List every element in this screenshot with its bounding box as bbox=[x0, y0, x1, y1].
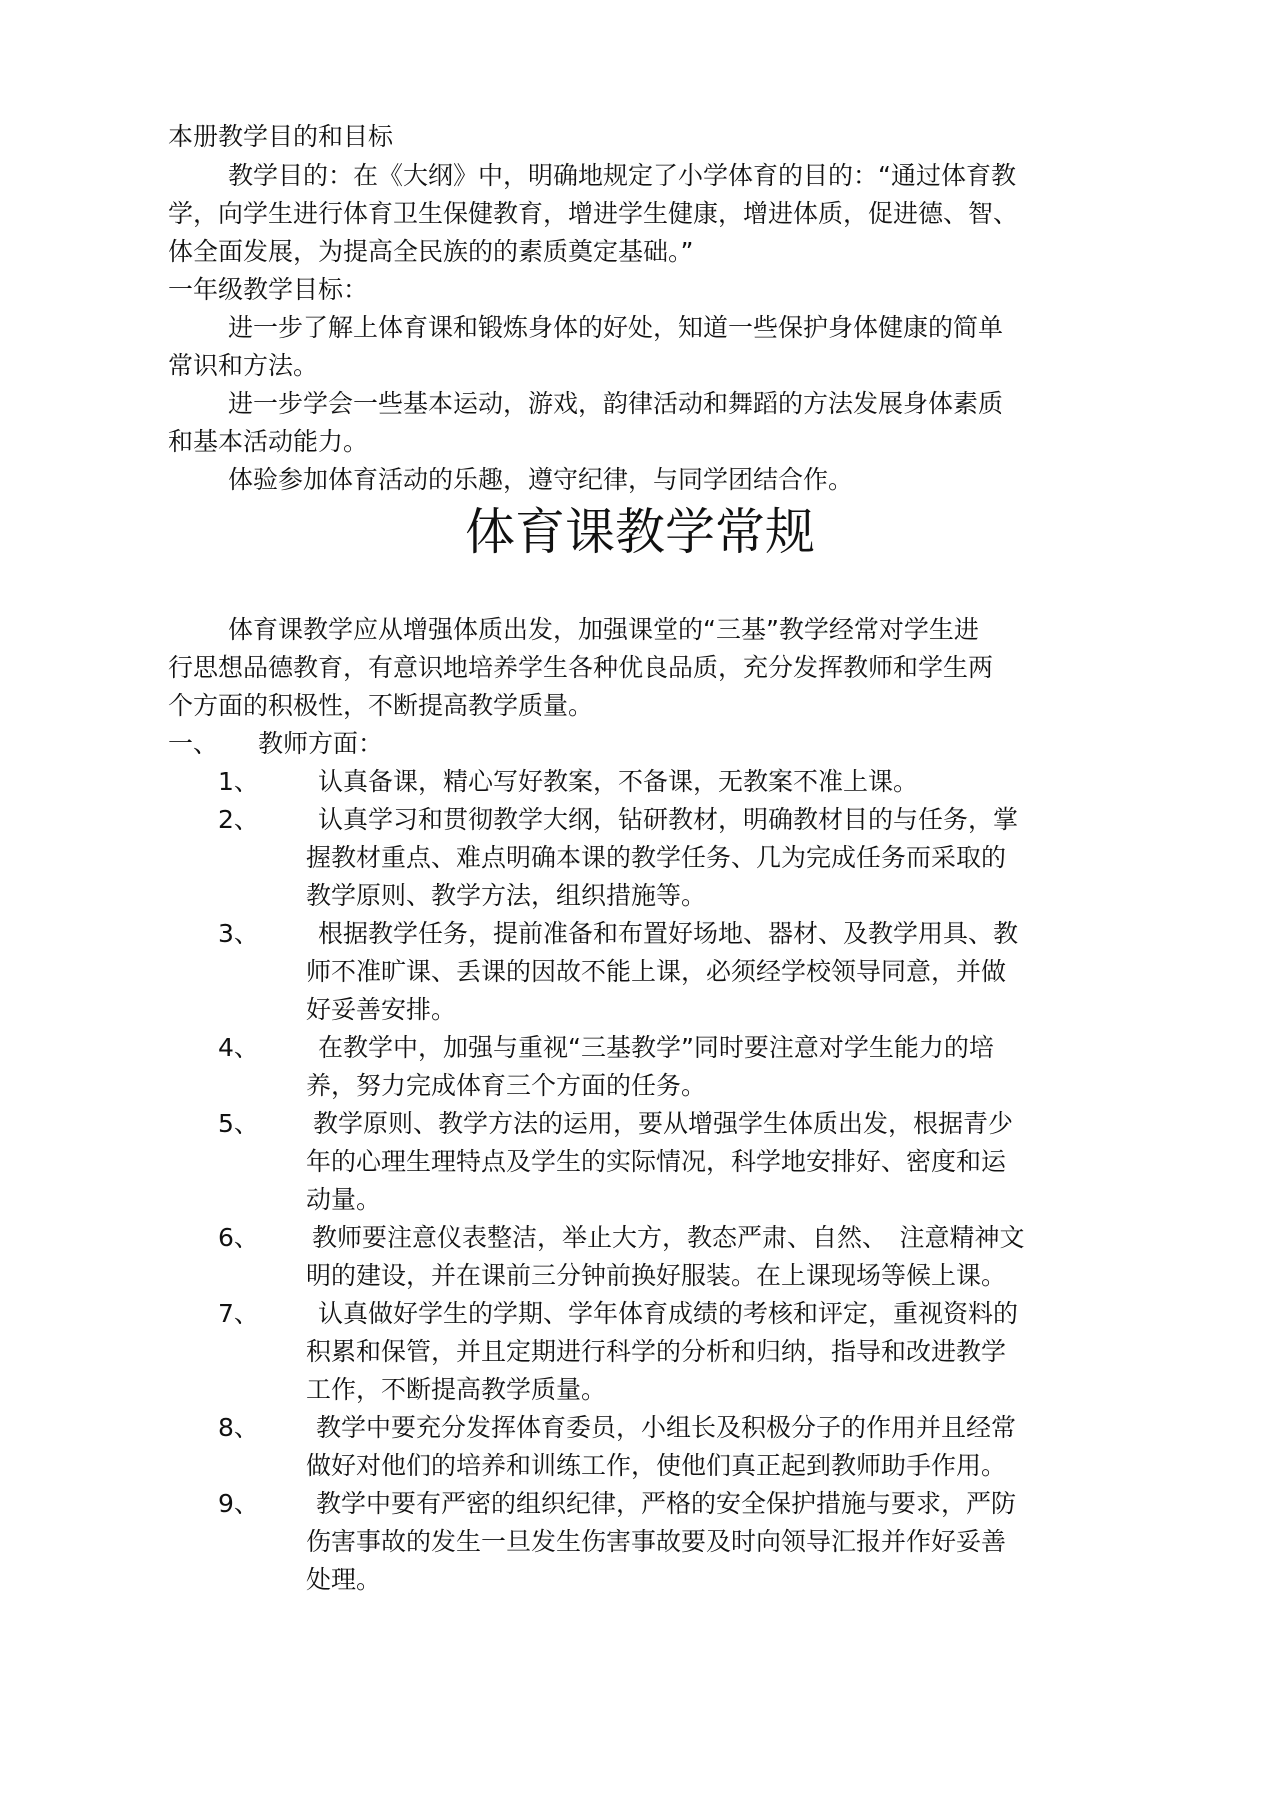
main-intro-line: 体育课教学应从增强体质出发，加强课堂的“三基”教学经常对学生进 bbox=[228, 615, 979, 644]
list-item-line: 认真备课，精心写好教案，不备课，无教案不准上课。 bbox=[318, 767, 919, 796]
main-title: 体育课教学常规 bbox=[465, 503, 815, 561]
list-item-line: 教学中要充分发挥体育委员，小组长及积极分子的作用并且经常 bbox=[316, 1413, 1017, 1442]
list-item-line: 积累和保管，并且定期进行科学的分析和归纳，指导和改进教学 bbox=[306, 1337, 1007, 1366]
list-item-number: 8、 bbox=[218, 1413, 259, 1442]
section-title: 教师方面： bbox=[258, 729, 384, 758]
list-item-line: 教学原则、教学方法，组织措施等。 bbox=[306, 881, 707, 910]
goal-1-line: 进一步了解上体育课和锻炼身体的好处，知道一些保护身体健康的简单 bbox=[228, 313, 1004, 342]
goal-3-line: 体验参加体育活动的乐趣，遵守纪律，与同学团结合作。 bbox=[228, 465, 854, 494]
list-item-line: 动量。 bbox=[306, 1185, 382, 1214]
goal-1-line: 常识和方法。 bbox=[168, 351, 319, 380]
list-item-line: 处理。 bbox=[306, 1565, 382, 1594]
section-number: 一、 bbox=[168, 729, 219, 758]
list-item-number: 1、 bbox=[218, 767, 259, 796]
list-item-line: 做好对他们的培养和训练工作，使他们真正起到教师助手作用。 bbox=[306, 1451, 1007, 1480]
list-item-line: 根据教学任务，提前准备和布置好场地、器材、及教学用具、教 bbox=[318, 919, 1019, 948]
intro-heading: 本册教学目的和目标 bbox=[168, 122, 394, 151]
list-item-number: 9、 bbox=[218, 1489, 259, 1518]
intro-paragraph-line: 教学目的：在《大纲》中，明确地规定了小学体育的目的：“通过体育教 bbox=[228, 161, 1016, 190]
list-item-line: 教师要注意仪表整洁，举止大方，教态严肃、自然、 注意精神文 bbox=[312, 1223, 1025, 1252]
list-item-line: 明的建设，并在课前三分钟前换好服装。在上课现场等候上课。 bbox=[306, 1261, 1007, 1290]
main-intro-line: 个方面的积极性，不断提高教学质量。 bbox=[168, 691, 594, 720]
list-item-line: 年的心理生理特点及学生的实际情况，科学地安排好、密度和运 bbox=[306, 1147, 1007, 1176]
list-item-number: 3、 bbox=[218, 919, 259, 948]
intro-paragraph-line: 学，向学生进行体育卫生保健教育，增进学生健康，增进体质，促进德、智、 bbox=[168, 199, 1019, 228]
list-item-line: 工作，不断提高教学质量。 bbox=[306, 1375, 607, 1404]
goal-2-line: 进一步学会一些基本运动，游戏，韵律活动和舞蹈的方法发展身体素质 bbox=[228, 389, 1004, 418]
list-item-line: 师不准旷课、丢课的因故不能上课，必须经学校领导同意，并做 bbox=[306, 957, 1007, 986]
list-item-number: 7、 bbox=[218, 1299, 259, 1328]
list-item-line: 教学原则、教学方法的运用，要从增强学生体质出发，根据青少 bbox=[313, 1109, 1014, 1138]
list-item-number: 5、 bbox=[218, 1109, 259, 1138]
list-item-line: 伤害事故的发生一旦发生伤害事故要及时向领导汇报并作好妥善 bbox=[306, 1527, 1007, 1556]
goal-2-line: 和基本活动能力。 bbox=[168, 427, 369, 456]
list-item-number: 4、 bbox=[218, 1033, 259, 1062]
list-item-line: 在教学中，加强与重视“三基教学”同时要注意对学生能力的培 bbox=[318, 1033, 994, 1062]
list-item-line: 好妥善安排。 bbox=[306, 995, 457, 1024]
main-intro-line: 行思想品德教育，有意识地培养学生各种优良品质，充分发挥教师和学生两 bbox=[168, 653, 994, 682]
grade-goals-heading: 一年级教学目标： bbox=[168, 275, 369, 304]
list-item-number: 2、 bbox=[218, 805, 259, 834]
list-item-line: 教学中要有严密的组织纪律，严格的安全保护措施与要求，严防 bbox=[316, 1489, 1017, 1518]
list-item-number: 6、 bbox=[218, 1223, 259, 1252]
intro-paragraph-line: 体全面发展，为提高全民族的的素质奠定基础。” bbox=[168, 237, 694, 266]
list-item-line: 握教材重点、难点明确本课的教学任务、几为完成任务而采取的 bbox=[306, 843, 1007, 872]
list-item-line: 养，努力完成体育三个方面的任务。 bbox=[306, 1071, 707, 1100]
list-item-line: 认真学习和贯彻教学大纲，钻研教材，明确教材目的与任务，掌 bbox=[318, 805, 1019, 834]
list-item-line: 认真做好学生的学期、学年体育成绩的考核和评定，重视资料的 bbox=[318, 1299, 1019, 1328]
